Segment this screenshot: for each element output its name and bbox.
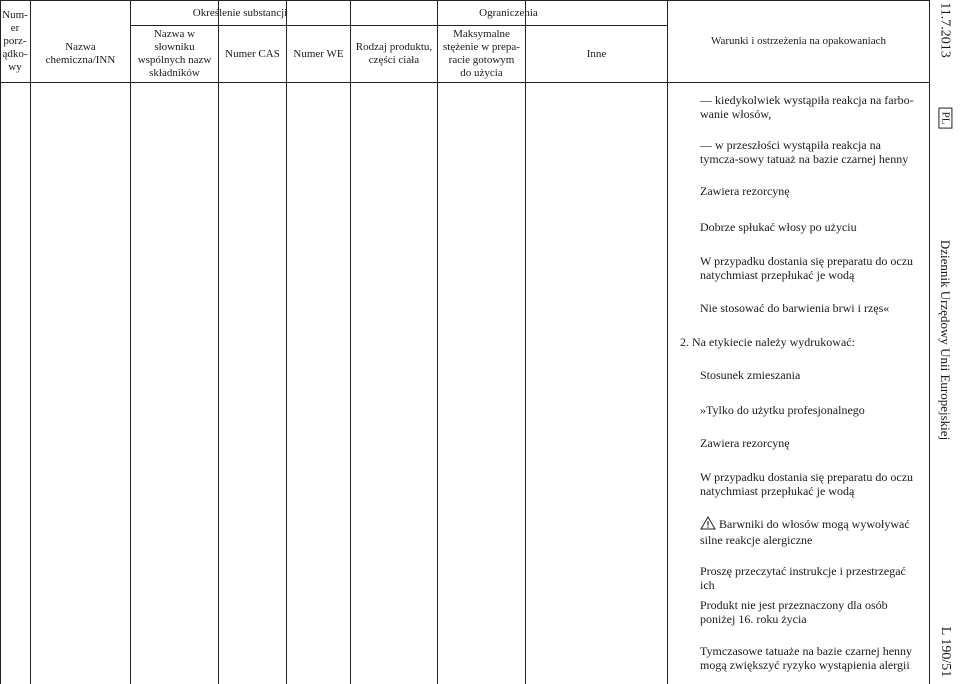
allergy-warning-label: Barwniki do włosów mogą wywoływać silne reakcje alergiczne <box>700 517 910 547</box>
text-allergy-warning <box>700 516 916 547</box>
text-read-instructions: Proszę przeczytać instrukcje i przestrzegać ich <box>700 564 906 592</box>
header-substance-group: Określenie substancji <box>192 6 288 19</box>
margin-page: L 190/51 <box>938 626 954 678</box>
warning-triangle-icon <box>700 516 716 533</box>
text-mixing-ratio: Stosunek zmieszania <box>700 368 801 382</box>
header-other: Inne <box>586 47 607 60</box>
margin-journal: Dziennik Urzędowy Unii Europejskiej <box>938 239 953 441</box>
condition-item-henna-tattoo: — w przeszłości wystąpiła reakcja na tymcza-sowy tatuaż na bazie czarnej henny <box>700 138 909 166</box>
header-chemical-name: Nazwa chemiczna/INN <box>45 41 116 66</box>
text-age-restriction: Produkt nie jest przeznaczony dla osób poniżej 16. roku życia <box>700 598 888 626</box>
text-contains-resorcinol: Zawiera rezorcynę <box>700 184 790 198</box>
header-number: Num- er porz- ądko- wy <box>2 9 28 73</box>
text-henna-warning: Tymczasowe tatuaże na bazie czarnej henny mogą zwiększyć ryzyko wystąpienia alergii <box>700 644 913 672</box>
text-eye-contact: W przypadku dostania się preparatu do oczu natychmiast przepłukać je wodą <box>700 254 914 282</box>
margin-language: PL <box>935 98 955 138</box>
text-label-heading: 2. Na etykiecie należy wydrukować: <box>680 335 855 349</box>
header-conditions: Warunki i ostrzeżenia na opakowaniach <box>710 35 887 47</box>
text-contains-resorcinol-2: Zawiera rezorcynę <box>700 436 790 450</box>
margin-date: 11.7.2013 <box>938 2 954 58</box>
header-max-concentration: Maksymalne stężenie w prepa-racie gotowym do użycia <box>443 28 520 79</box>
text-professional-use: »Tylko do użytku profesjonalnego <box>700 403 865 417</box>
text-no-eyebrows: Nie stosować do barwienia brwi i rzęs« <box>700 301 890 315</box>
header-we: Numer WE <box>293 47 344 60</box>
header-product-type: Rodzaj produktu, części ciała <box>355 41 433 66</box>
condition-item-hair-dye: — kiedykolwiek wystąpiła reakcja na farbo-wanie włosów, <box>700 93 914 121</box>
text-rinse-hair: Dobrze spłukać włosy po użyciu <box>700 220 857 234</box>
header-restrictions-group: Ograniczenia <box>479 6 538 19</box>
header-cas: Numer CAS <box>225 47 280 60</box>
header-common-name: Nazwa w słowniku wspólnych nazw składników <box>137 28 212 79</box>
text-eye-contact-2: W przypadku dostania się preparatu do oczu natychmiast przepłukać je wodą <box>700 470 914 498</box>
